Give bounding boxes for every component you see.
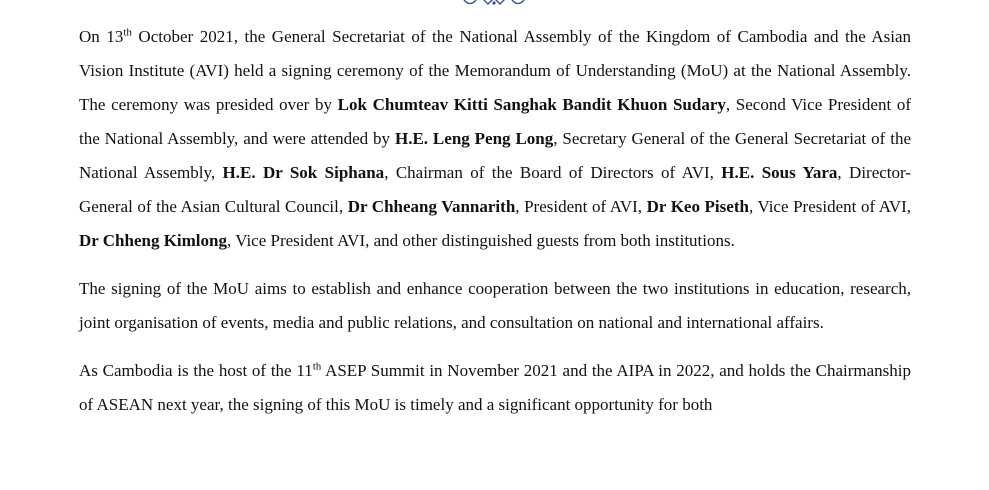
person-name: Dr Chheang Vannarith — [347, 197, 516, 216]
person-name: H.E. Sous Yara — [721, 163, 838, 182]
text-run: , Vice President of AVI, — [748, 197, 912, 216]
text-run: , Director-General of the Asian Cultural Council, — [79, 163, 912, 216]
paragraph-1 — [79, 20, 911, 258]
ordinal-superscript: th — [312, 360, 322, 373]
text-run: October 2021, the General Secretariat of the National Assembly of the Kingdom of Cambodia and the Asian Vision Institute (AVI) held a signing ceremony of the Memorandum of Understanding (MoU) at the National Assembly. The ceremony was presided over by — [79, 27, 912, 114]
document-body — [79, 20, 911, 436]
person-name: H.E. Leng Peng Long — [394, 129, 554, 148]
text-run: ASEP Summit in November 2021 and the AIPA in 2022, and holds the Chairmanship of ASEAN next year, the signing of this MoU is timely and a significant opportunity for both — [79, 361, 912, 414]
text-run: On 13 — [79, 27, 124, 46]
text-run: , Secretary General of the General Secretariat of the National Assembly, — [79, 129, 911, 182]
text-run: As Cambodia is the host of the 11 — [79, 361, 313, 380]
decorative-emblem-icon — [462, 0, 526, 8]
text-run: , Vice President AVI, and other distinguished guests from both institutions. — [227, 231, 735, 250]
text-run: , Second Vice President of the National Assembly, and were attended by — [79, 95, 911, 148]
person-name: Dr Chheng Kimlong — [79, 231, 227, 250]
text-run: , Chairman of the Board of Directors of AVI, — [384, 163, 722, 182]
person-name: H.E. Dr Sok Siphana — [222, 163, 385, 182]
text-run: The signing of the MoU aims to establish and enhance cooperation between the two institutions in education, research, joint organisation of events, media and public relations, and consultation on national and international affairs. — [79, 279, 911, 332]
person-name: Lok Chumteav Kitti Sanghak Bandit Khuon Sudary — [337, 95, 726, 114]
paragraph-3 — [79, 354, 911, 422]
person-name: Dr Keo Piseth — [646, 197, 749, 216]
text-run: , President of AVI, — [515, 197, 647, 216]
paragraph-2 — [79, 272, 911, 340]
ordinal-superscript: th — [123, 26, 132, 39]
